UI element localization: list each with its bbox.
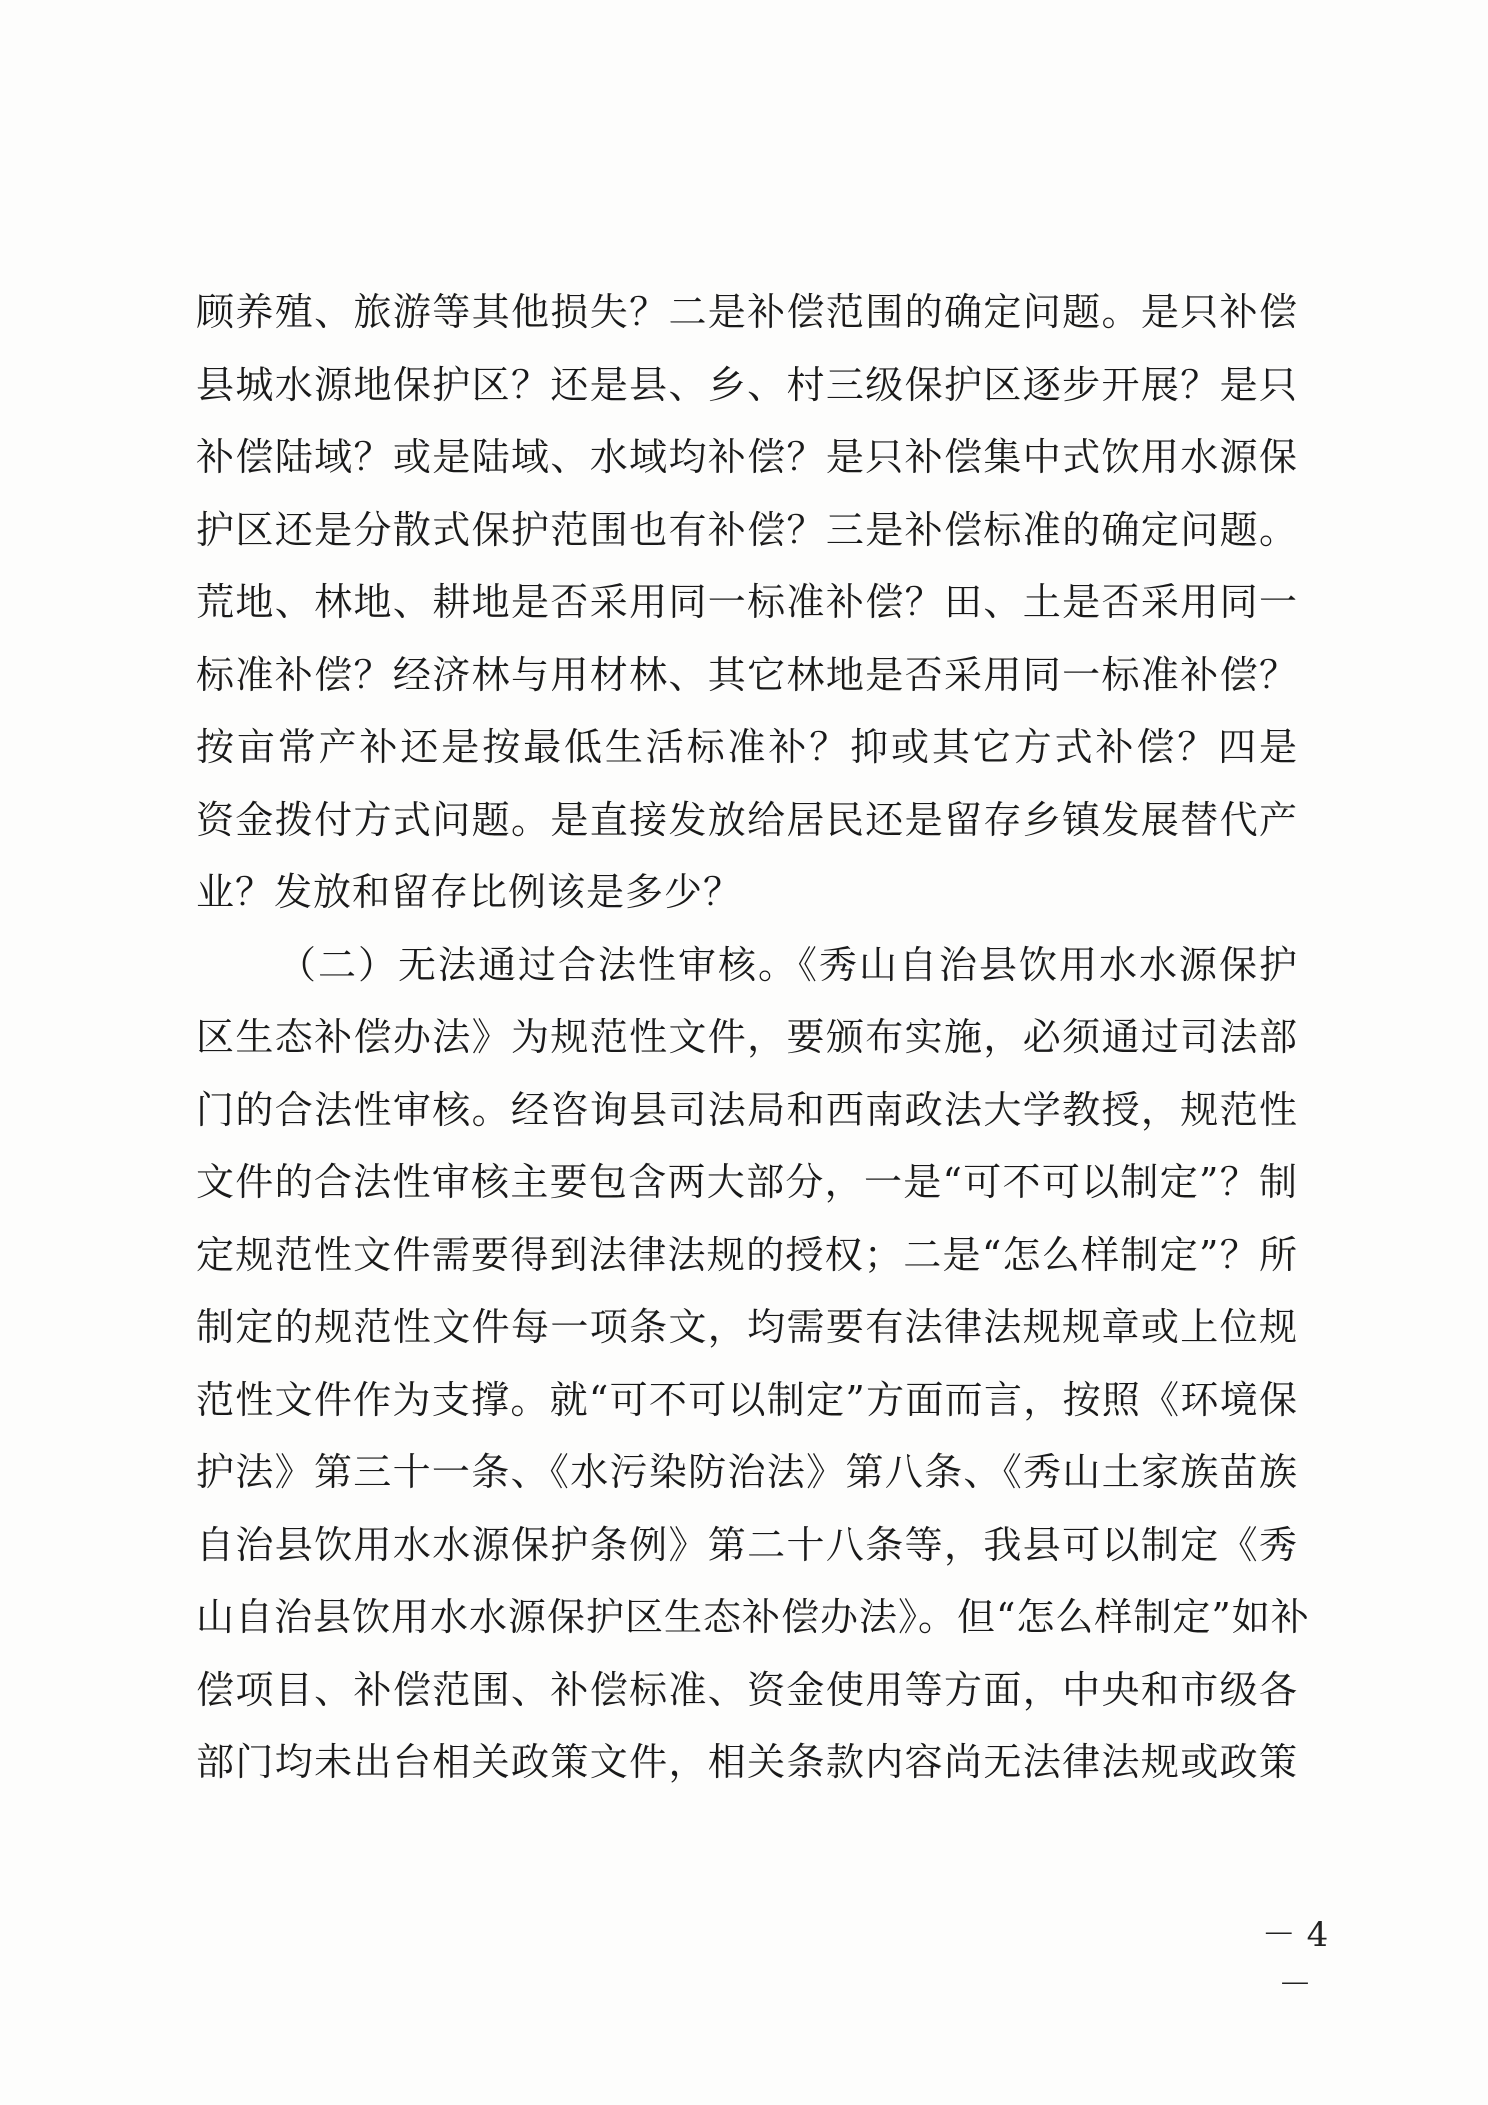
text-line: 资金拨付方式问题。是直接发放给居民还是留存乡镇发展替代产 [196, 797, 1298, 842]
text-line: 偿项目、补偿范围、补偿标准、资金使用等方面，中央和市级各 [196, 1667, 1298, 1712]
text-line: 荒地、林地、耕地是否采用同一标准补偿？田、土是否采用同一 [196, 580, 1298, 624]
page-number: － 4 － [1261, 1915, 1329, 2005]
text-line: 区生态补偿办法》为规范性文件，要颁布实施，必须通过司法部 [196, 1015, 1298, 1059]
body-text [196, 276, 1310, 1799]
text-line: 定规范性文件需要得到法律法规的授权；二是“怎么样制定”？所 [196, 1232, 1298, 1277]
text-line: 顾养殖、旅游等其他损失？二是补偿范围的确定问题。是只补偿 [196, 290, 1298, 334]
text-line: 标准补偿？经济林与用材林、其它林地是否采用同一标准补偿？ [196, 652, 1298, 697]
text-line: 护法》第三十一条、《水污染防治法》第八条、《秀山土家族苗族 [196, 1450, 1298, 1494]
text-line: 县城水源地保护区？还是县、乡、村三级保护区逐步开展？是只 [196, 362, 1298, 407]
text-line: 制定的规范性文件每一项条文，均需要有法律法规规章或上位规 [196, 1305, 1298, 1349]
section-heading-line: （二）无法通过合法性审核。《秀山自治县饮用水水源保护 [278, 942, 1298, 987]
text-line: 护区还是分散式保护范围也有补偿？三是补偿标准的确定问题。 [196, 507, 1298, 552]
text-line: 业？发放和留存比例该是多少？ [196, 870, 743, 914]
text-line: 门的合法性审核。经咨询县司法局和西南政法大学教授，规范性 [196, 1087, 1298, 1132]
text-line: 范性文件作为支撑。就“可不可以制定”方面而言，按照《环境保 [196, 1377, 1298, 1422]
text-line: 部门均未出台相关政策文件，相关条款内容尚无法律法规或政策 [196, 1740, 1298, 1784]
text-line: 文件的合法性审核主要包含两大部分，一是“可不可以制定”？制 [196, 1160, 1298, 1204]
text-line: 按亩常产补还是按最低生活标准补？抑或其它方式补偿？四是 [196, 725, 1298, 769]
text-line: 自治县饮用水水源保护条例》第二十八条等，我县可以制定《秀 [196, 1522, 1298, 1567]
text-line: 补偿陆域？或是陆域、水域均补偿？是只补偿集中式饮用水源保 [196, 435, 1298, 479]
text-line: 山自治县饮用水水源保护区生态补偿办法》。但“怎么样制定”如补 [196, 1595, 1310, 1639]
